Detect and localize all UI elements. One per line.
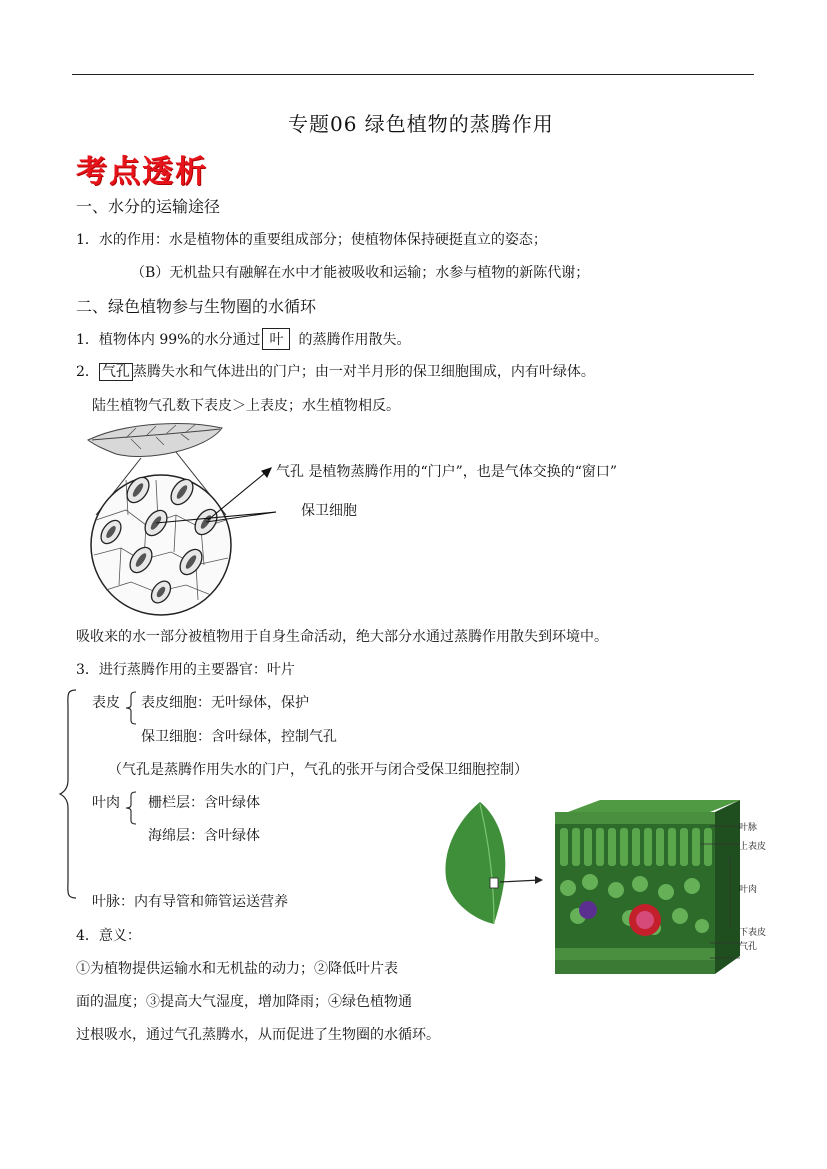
vein-desc: 叶脉：内有导管和筛管运送营养 <box>92 894 288 910</box>
epidermis-cell: 表皮细胞：无叶绿体，保护 <box>141 695 309 711</box>
section2-item2-line2: 陆生植物气孔数下表皮＞上表皮；水生植物相反。 <box>92 398 400 414</box>
leaf-sketch-icon <box>88 424 222 457</box>
header-rule <box>72 74 754 75</box>
fig2-label-stoma: 气孔 <box>739 942 758 952</box>
brace-main <box>58 688 80 900</box>
green-leaf-icon <box>445 802 505 924</box>
fig2-label-mesophyll: 叶肉 <box>739 885 758 895</box>
brace-mesophyll <box>124 790 138 826</box>
brace-epidermis <box>124 690 138 726</box>
answer-box-leaf: 叶 <box>262 328 290 350</box>
section1-item1b: （B）无机盐只有融解在水中才能被吸收和运输；水参与植物的新陈代谢； <box>131 265 590 281</box>
section2-item2 <box>76 361 595 381</box>
item4-line2: 面的温度；③提高大气湿度，增加降雨；④绿色植物通 <box>76 994 412 1010</box>
spongy-layer: 海绵层：含叶绿体 <box>148 828 260 844</box>
section1-heading: 一、水分的运输途径 <box>76 197 221 216</box>
item3: 3．进行蒸腾作用的主要器官：叶片 <box>76 662 295 678</box>
item4-line1: ①为植物提供运输水和无机盐的动力；②降低叶片表 <box>76 961 398 977</box>
item4-heading: 4．意义： <box>76 928 141 944</box>
palisade-layer: 栅栏层：含叶绿体 <box>148 795 260 811</box>
leaf-cross-section-figure <box>440 798 770 988</box>
stoma-label: 气孔 是植物蒸腾作用的“门户”，也是气体交换的“窗口” <box>276 464 618 480</box>
item2-post: 蒸腾失水和气体进出的门户；由一对半月形的保卫细胞围成，内有叶绿体。 <box>132 364 595 380</box>
epidermis-label: 表皮 <box>92 695 120 711</box>
fig2-label-lower-epidermis: 下表皮 <box>739 928 767 938</box>
item1-pre: 1．植物体内 99%的水分通过 <box>76 332 261 348</box>
item2-num: 2． <box>76 364 99 380</box>
fig2-label-upper-epidermis: 上表皮 <box>739 842 767 852</box>
fig2-label-vein: 叶脉 <box>739 823 758 833</box>
section2-heading: 二、绿色植物参与生物圈的水循环 <box>76 297 317 316</box>
section2-item1 <box>76 328 410 350</box>
item4-line3: 过根吸水，通过气孔蒸腾水，从而促进了生物圈的水循环。 <box>76 1027 440 1043</box>
para-absorb: 吸收来的水一部分被植物用于自身生命活动，绝大部分水通过蒸腾作用散失到环境中。 <box>76 629 608 645</box>
page-title: 专题06 绿色植物的蒸腾作用 <box>288 112 554 136</box>
stoma-note: （气孔是蒸腾作用失水的门户，气孔的张开与闭合受保卫细胞控制） <box>108 762 528 778</box>
item1-post: 的蒸腾作用散失。 <box>298 332 411 348</box>
stomata-figure <box>86 420 286 610</box>
section-banner: 考点透析 <box>76 154 208 190</box>
mesophyll-label: 叶肉 <box>92 795 120 811</box>
answer-box-stoma: 气孔 <box>99 363 133 381</box>
guard-cell-label: 保卫细胞 <box>301 503 357 519</box>
section1-item1: 1．水的作用：水是植物体的重要组成部分；使植物体保持硬挺直立的姿态； <box>76 232 547 248</box>
guard-cell-desc: 保卫细胞：含叶绿体，控制气孔 <box>141 729 337 745</box>
